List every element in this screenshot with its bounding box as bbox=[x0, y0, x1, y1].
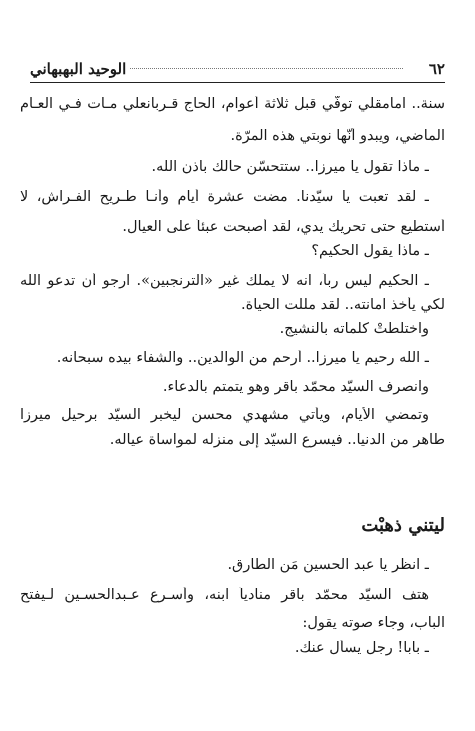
body-line: وانصرف السيّد محمّد باقر وهو يتمتم بالدعاء. bbox=[162, 379, 429, 395]
section-line: هتف السيّد محمّد باقر منادياً ابنه، وأسـرع عـبدالحسـين لـيفتح bbox=[20, 587, 429, 603]
body-line: أستطيع حتى تحريك يدي، لقد أصبحت عبئاً على العيال. bbox=[122, 219, 445, 235]
body-line: وتمضي الأيام، ويأتي مشهدي محسن ليخبر السيّد برحيل ميرزا bbox=[20, 407, 429, 423]
section-line: ـ بابا! رجل يسأل عنك. bbox=[294, 640, 429, 656]
body-line: ـ الحكيم ليس رباً، انه لا يملك غير «الترنجبين». ارجو أن تدعو الله bbox=[20, 273, 429, 289]
body-line: ـ ماذا تقول يا ميرزا.. ستتحسّن حالك باذن الله. bbox=[151, 159, 429, 175]
body-line: لكي يأخذ امانته.. لقد مللت الحياة. bbox=[241, 297, 445, 313]
body-line: الماضي، ويبدو أنّها نوبتي هذه المرّة. bbox=[230, 128, 445, 144]
header-dotted-leader bbox=[130, 68, 403, 69]
running-title: الوحيد البهبهاني bbox=[30, 60, 127, 78]
body-line: ـ لقد تعبت يا سيّدنا. مضت عشرة أيام وأنـا طـريح الفـراش، لا bbox=[20, 189, 429, 205]
body-line: سنة.. امامقلي توفّي قبل ثلاثة أعوام، الحاج قـربانعلي مـات فـي العـام bbox=[20, 96, 445, 112]
body-line: واختلطتْ كلماته بالنشيج. bbox=[279, 321, 429, 337]
body-line: ـ ماذا يقول الحكيم؟ bbox=[311, 243, 429, 259]
section-line: الباب، وجاء صوته يقول: bbox=[302, 615, 445, 631]
section-line: ـ انظر يا عبد الحسين مَن الطارق. bbox=[227, 557, 429, 573]
body-line: ـ الله رحيم يا ميرزا.. أرحم من الوالدين.. والشفاء بيده سبحانه. bbox=[56, 350, 429, 366]
page-number: ٦٢ bbox=[428, 60, 445, 78]
page-header bbox=[30, 58, 445, 83]
section-title: ليتني ذهبْت bbox=[361, 515, 445, 536]
body-line: طاهر من الدنيا.. فيسرع السيّد إلى منزله لمواساة عياله. bbox=[109, 432, 445, 448]
